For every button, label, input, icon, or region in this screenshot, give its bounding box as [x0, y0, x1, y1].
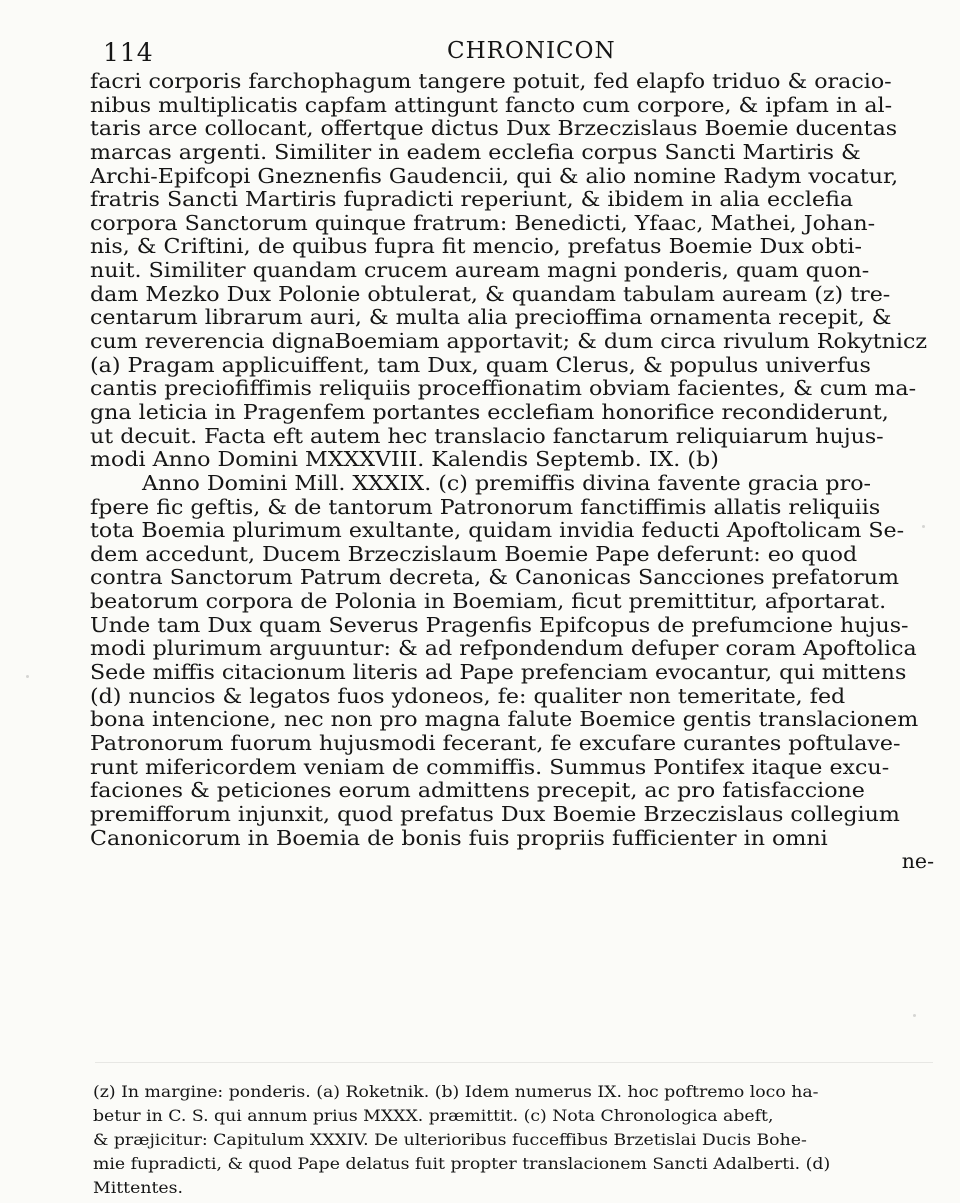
body-line: cantis preciofiffimis reliquiis proceffionatim obviam facientes, & cum ma- [90, 377, 917, 401]
body-line: (a) Pragam applicuiffent, tam Dux, quam Clerus, & populus univerfus [90, 353, 871, 377]
body-line: Unde tam Dux quam Severus Pragenfis Epifcopus de prefumcione hujus- [90, 613, 909, 637]
footnote-line: Mittentes. [93, 1178, 183, 1197]
main-text-block [90, 70, 935, 874]
print-speck [913, 1014, 916, 1017]
running-head: CHRONICON [447, 38, 616, 64]
body-line: Canonicorum in Boemia de bonis fuis propriis fufficienter in omni [90, 826, 828, 850]
body-line: dam Mezko Dux Polonie obtulerat, & quandam tabulam auream (z) tre- [90, 282, 891, 306]
body-line: nibus multiplicatis capfam attingunt fancto cum corpore, & ipfam in al- [90, 93, 893, 117]
body-line: Patronorum fuorum hujusmodi fecerant, fe excufare curantes poftulave- [90, 731, 901, 755]
page-number: 114 [103, 38, 154, 67]
catchword: ne- [901, 850, 934, 874]
print-speck [922, 525, 925, 528]
body-line: runt mifericordem veniam de commiffis. Summus Pontifex itaque excu- [90, 755, 890, 779]
body-line: gna leticia in Pragenfem portantes ecclefiam honorifice recondiderunt, [90, 400, 889, 424]
body-line: modi plurimum arguuntur: & ad refpondendum defuper coram Apoftolica [90, 637, 917, 661]
footnote-line: & præjicitur: Capitulum XXXIV. De ulterioribus fucceffibus Brzetislai Ducis Bohe- [93, 1130, 807, 1149]
body-line-indented: Anno Domini Mill. XXXIX. (c) premiffis divina favente gracia pro- [142, 471, 871, 495]
body-line: fratris Sancti Martiris fupradicti reperiunt, & ibidem in alia ecclefia [90, 188, 854, 212]
body-line: beatorum corpora de Polonia in Boemiam, ficut premittitur, afportarat. [90, 590, 887, 614]
print-speck [26, 675, 29, 678]
body-line: nis, & Criftini, de quibus fupra fit mencio, prefatus Boemie Dux obti- [90, 235, 862, 259]
body-line: faciones & peticiones eorum admittens precepit, ac pro fatisfaccione [90, 779, 865, 803]
body-line: bona intencione, nec non pro magna falute Boemice gentis translacionem [90, 708, 919, 732]
footnote-separator [95, 1062, 933, 1063]
body-line: Archi-Epifcopi Gneznenfis Gaudencii, qui & alio nomine Radym vocatur, [90, 164, 899, 188]
body-line: dem accedunt, Ducem Brzeczislaum Boemie Pape deferunt: eo quod [90, 542, 858, 566]
body-line: contra Sanctorum Patrum decreta, & Canonicas Sancciones prefatorum [90, 566, 899, 590]
footnote-line: betur in C. S. qui annum prius MXXX. præmittit. (c) Nota Chronologica abeft, [93, 1106, 774, 1125]
footnote-line: mie fupradicti, & quod Pape delatus fuit propter translacionem Sancti Adalberti. (d) [93, 1154, 831, 1173]
body-line: nuit. Similiter quandam crucem auream magni ponderis, quam quon- [90, 259, 870, 283]
body-line: ut decuit. Facta eft autem hec translacio fanctarum reliquiarum hujus- [90, 424, 884, 448]
body-line: corpora Sanctorum quinque fratrum: Benedicti, Yfaac, Mathei, Johan- [90, 211, 876, 235]
body-line: Sede miffis citacionum literis ad Pape prefenciam evocantur, qui mittens [90, 661, 907, 685]
body-line: taris arce collocant, offertque dictus Dux Brzeczislaus Boemie ducentas [90, 117, 898, 141]
footnotes-block [93, 1080, 933, 1200]
body-line: facri corporis farchophagum tangere potuit, fed elapfo triduo & oracio- [90, 70, 892, 93]
body-line: cum reverencia dignaBoemiam apportavit; & dum circa rivulum Rokytnicz [90, 330, 928, 354]
body-line: marcas argenti. Similiter in eadem ecclefia corpus Sancti Martiris & [90, 140, 861, 164]
body-line: centarum librarum auri, & multa alia precioffima ornamenta recepit, & [90, 306, 892, 330]
body-line: tota Boemia plurimum exultante, quidam invidia feducti Apoftolicam Se- [90, 519, 905, 543]
body-line: modi Anno Domini MXXXVIII. Kalendis Septemb. IX. (b) [90, 448, 719, 472]
footnote-line: (z) In margine: ponderis. (a) Roketnik. (b) Idem numerus IX. hoc poftremo loco ha- [93, 1082, 819, 1101]
body-line: (d) nuncios & legatos fuos ydoneos, fe: qualiter non temeritate, fed [90, 684, 846, 708]
body-line: fpere fic geftis, & de tantorum Patronorum fanctiffimis allatis reliquiis [90, 495, 881, 519]
body-line: premifforum injunxit, quod prefatus Dux Boemie Brzeczislaus collegium [90, 802, 900, 826]
